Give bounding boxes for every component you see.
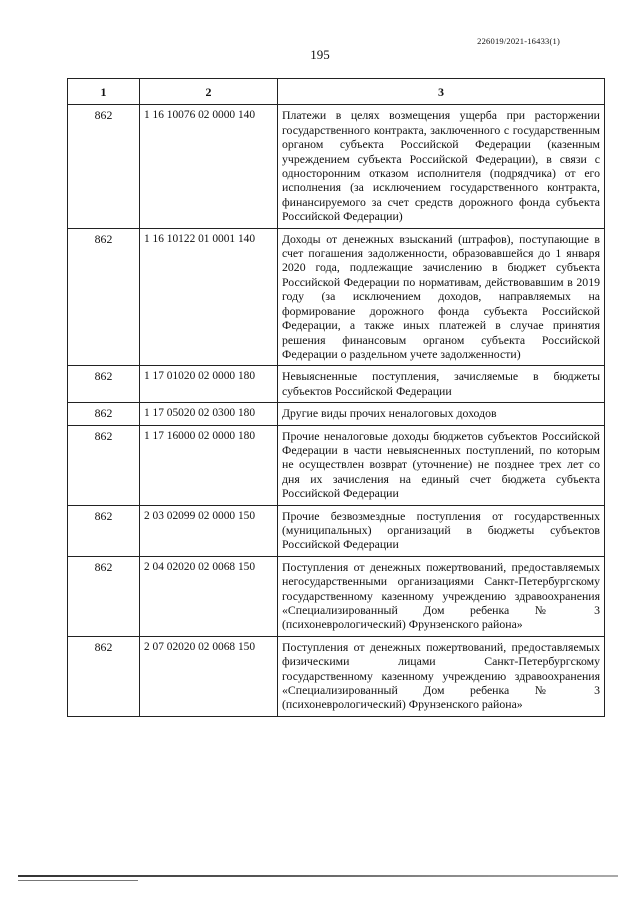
revenue-code-cell: 2 04 02020 02 0068 150 [140,556,278,636]
admin-code-cell: 862 [68,425,140,505]
revenue-name-cell: Прочие неналоговые доходы бюджетов субъектов Российской Федерации в части невыясненных поступлений, по которым не осуществлен возврат (уточнение) не позднее трех лет со дня их зачисления на единый счет бюджета субъекта Российской Федерации [278,425,605,505]
page-number: 195 [310,47,330,62]
revenue-code-cell: 1 17 01020 02 0000 180 [140,366,278,403]
revenue-code-cell: 1 17 05020 02 0300 180 [140,403,278,425]
revenue-name-cell: Доходы от денежных взысканий (штрафов), поступающие в счет погашения задолженности, образовавшейся до 1 января 2020 года, подлежащие зачислению в бюджет субъекта Российской Федерации по нормативам, действовавшим в 2019 году (за исключением доходов, направляемых на формирование дорожного фонда субъекта Российской Федерации, а также иных платежей в случае принятия решения финансовым органом субъекта Российской Федерации о раздельном учете задолженности) [278,228,605,366]
admin-code-cell: 862 [68,228,140,366]
admin-code-cell: 862 [68,366,140,403]
revenue-name-cell: Прочие безвозмездные поступления от государственных (муниципальных) организаций в бюджеты субъектов Российской Федерации [278,505,605,556]
revenue-name-cell: Другие виды прочих неналоговых доходов [278,403,605,425]
table-row [68,636,605,716]
document-id: 226019/2021-16433(1) [477,36,560,46]
revenue-code-cell: 1 16 10122 01 0001 140 [140,228,278,366]
column-header-3: 3 [278,79,605,105]
revenue-name-cell: Невыясненные поступления, зачисляемые в бюджеты субъектов Российской Федерации [278,366,605,403]
page-bottom-rule-short [18,880,138,881]
admin-code-cell: 862 [68,505,140,556]
budget-codes-table [67,78,605,717]
admin-code-cell: 862 [68,556,140,636]
admin-code-cell: 862 [68,105,140,228]
table-row [68,505,605,556]
table-row [68,556,605,636]
table-row [68,228,605,366]
revenue-name-cell: Платежи в целях возмещения ущерба при расторжении государственного контракта, заключенного с государственным органом субъекта Российской Федерации (казенным учреждением субъекта Российской Федерации), в связи с односторонним отказом исполнителя (подрядчика) от его исполнения (за исключением государственного контракта, финансируемого за счет средств дорожного фонда субъекта Российской Федерации) [278,105,605,228]
column-header-2: 2 [140,79,278,105]
revenue-code-cell: 1 16 10076 02 0000 140 [140,105,278,228]
page-bottom-rule [18,875,618,877]
revenue-code-cell: 1 17 16000 02 0000 180 [140,425,278,505]
admin-code-cell: 862 [68,403,140,425]
revenue-code-cell: 2 07 02020 02 0068 150 [140,636,278,716]
admin-code-cell: 862 [68,636,140,716]
revenue-code-cell: 2 03 02099 02 0000 150 [140,505,278,556]
column-header-1: 1 [68,79,140,105]
table-row [68,425,605,505]
table-row [68,403,605,425]
revenue-name-cell: Поступления от денежных пожертвований, предоставляемых негосударственными организациями Санкт-Петербургскому государственному казенному учреждению здравоохранения «Специализированный Дом ребенка № 3 (психоневрологический) Фрунзенского района» [278,556,605,636]
revenue-name-cell: Поступления от денежных пожертвований, предоставляемых физическими лицами Санкт-Петербургскому государственному казенному учреждению здравоохранения «Специализированный Дом ребенка № 3 (психоневрологический) Фрунзенского района» [278,636,605,716]
table-header-row [68,79,605,105]
table-row [68,105,605,228]
table-row [68,366,605,403]
